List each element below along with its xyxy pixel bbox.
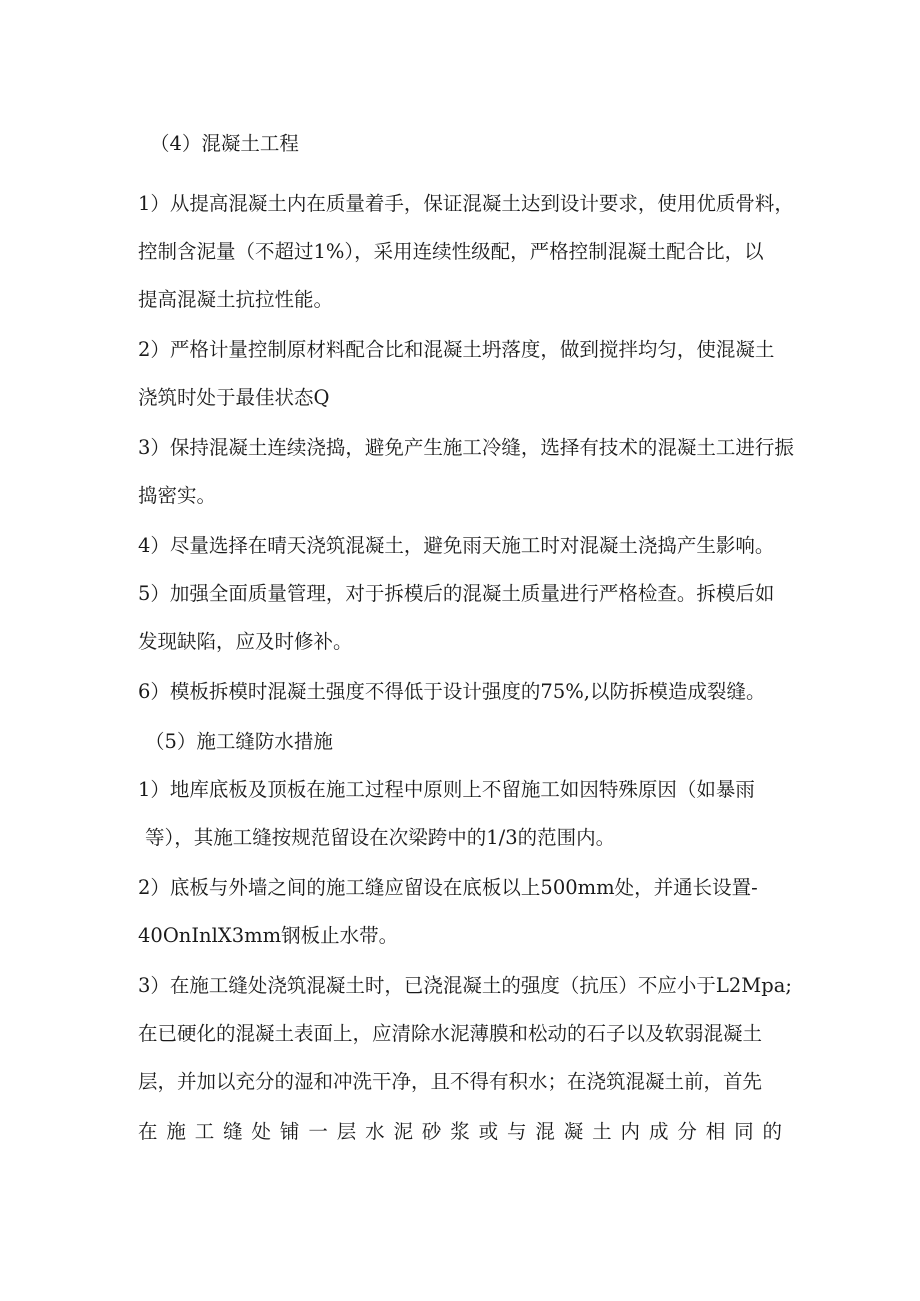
paragraph-line: 在已硬化的混凝土表面上，应清除水泥薄膜和松动的石子以及软弱混凝土 (138, 1022, 763, 1045)
paragraph-line: 层，并加以充分的湿和冲洗干净，且不得有积水；在浇筑混凝土前，首先 (138, 1070, 763, 1093)
paragraph-line: 2）底板与外墙之间的施工缝应留设在底板以上500mm处，并通长设置- (138, 876, 758, 899)
paragraph-line: 捣密实。 (138, 484, 217, 507)
paragraph-line: 发现缺陷，应及时修补。 (138, 630, 353, 653)
paragraph-line: 6）模板拆模时混凝土强度不得低于设计强度的75%,以防拆模造成裂缝。 (138, 680, 766, 703)
paragraph-line: 控制含泥量（不超过1%），采用连续性级配，严格控制混凝土配合比，以 (138, 240, 764, 263)
paragraph-line: 4）尽量选择在晴天浇筑混凝土，避免雨天施工时对混凝土浇捣产生影响。 (138, 534, 775, 557)
paragraph-line: 3）保持混凝土连续浇捣，避免产生施工冷缝，选择有技术的混凝土工进行振 (138, 436, 794, 459)
paragraph-line: 浇筑时处于最佳状态Q (138, 386, 330, 409)
section-heading-construction-joint: （5）施工缝防水措施 (145, 730, 333, 753)
paragraph-line: 1）从提高混凝土内在质量着手，保证混凝土达到设计要求，使用优质骨料， (138, 192, 794, 215)
paragraph-line: 40OnInlX3mm钢板止水带。 (138, 924, 399, 947)
paragraph-line: 在施工缝处铺一层水泥砂浆或与混凝土内成分相同的 (138, 1120, 782, 1143)
paragraph-line: 1）地库底板及顶板在施工过程中原则上不留施工如因特殊原因（如暴雨 (138, 778, 755, 801)
paragraph-line: 3）在施工缝处浇筑混凝土时，已浇混凝土的强度（抗压）不应小于L2Mpa; (138, 974, 792, 997)
section-heading-concrete: （4）混凝土工程 (150, 132, 299, 155)
paragraph-line: 5）加强全面质量管理，对于拆模后的混凝土质量进行严格检查。拆模后如 (138, 582, 775, 605)
paragraph-line: 2）严格计量控制原材料配合比和混凝土坍落度，做到搅拌均匀，使混凝土 (138, 338, 775, 361)
paragraph-line: 等），其施工缝按规范留设在次梁跨中的1/3的范围内。 (145, 826, 616, 849)
paragraph-line: 提高混凝土抗拉性能。 (138, 288, 334, 311)
